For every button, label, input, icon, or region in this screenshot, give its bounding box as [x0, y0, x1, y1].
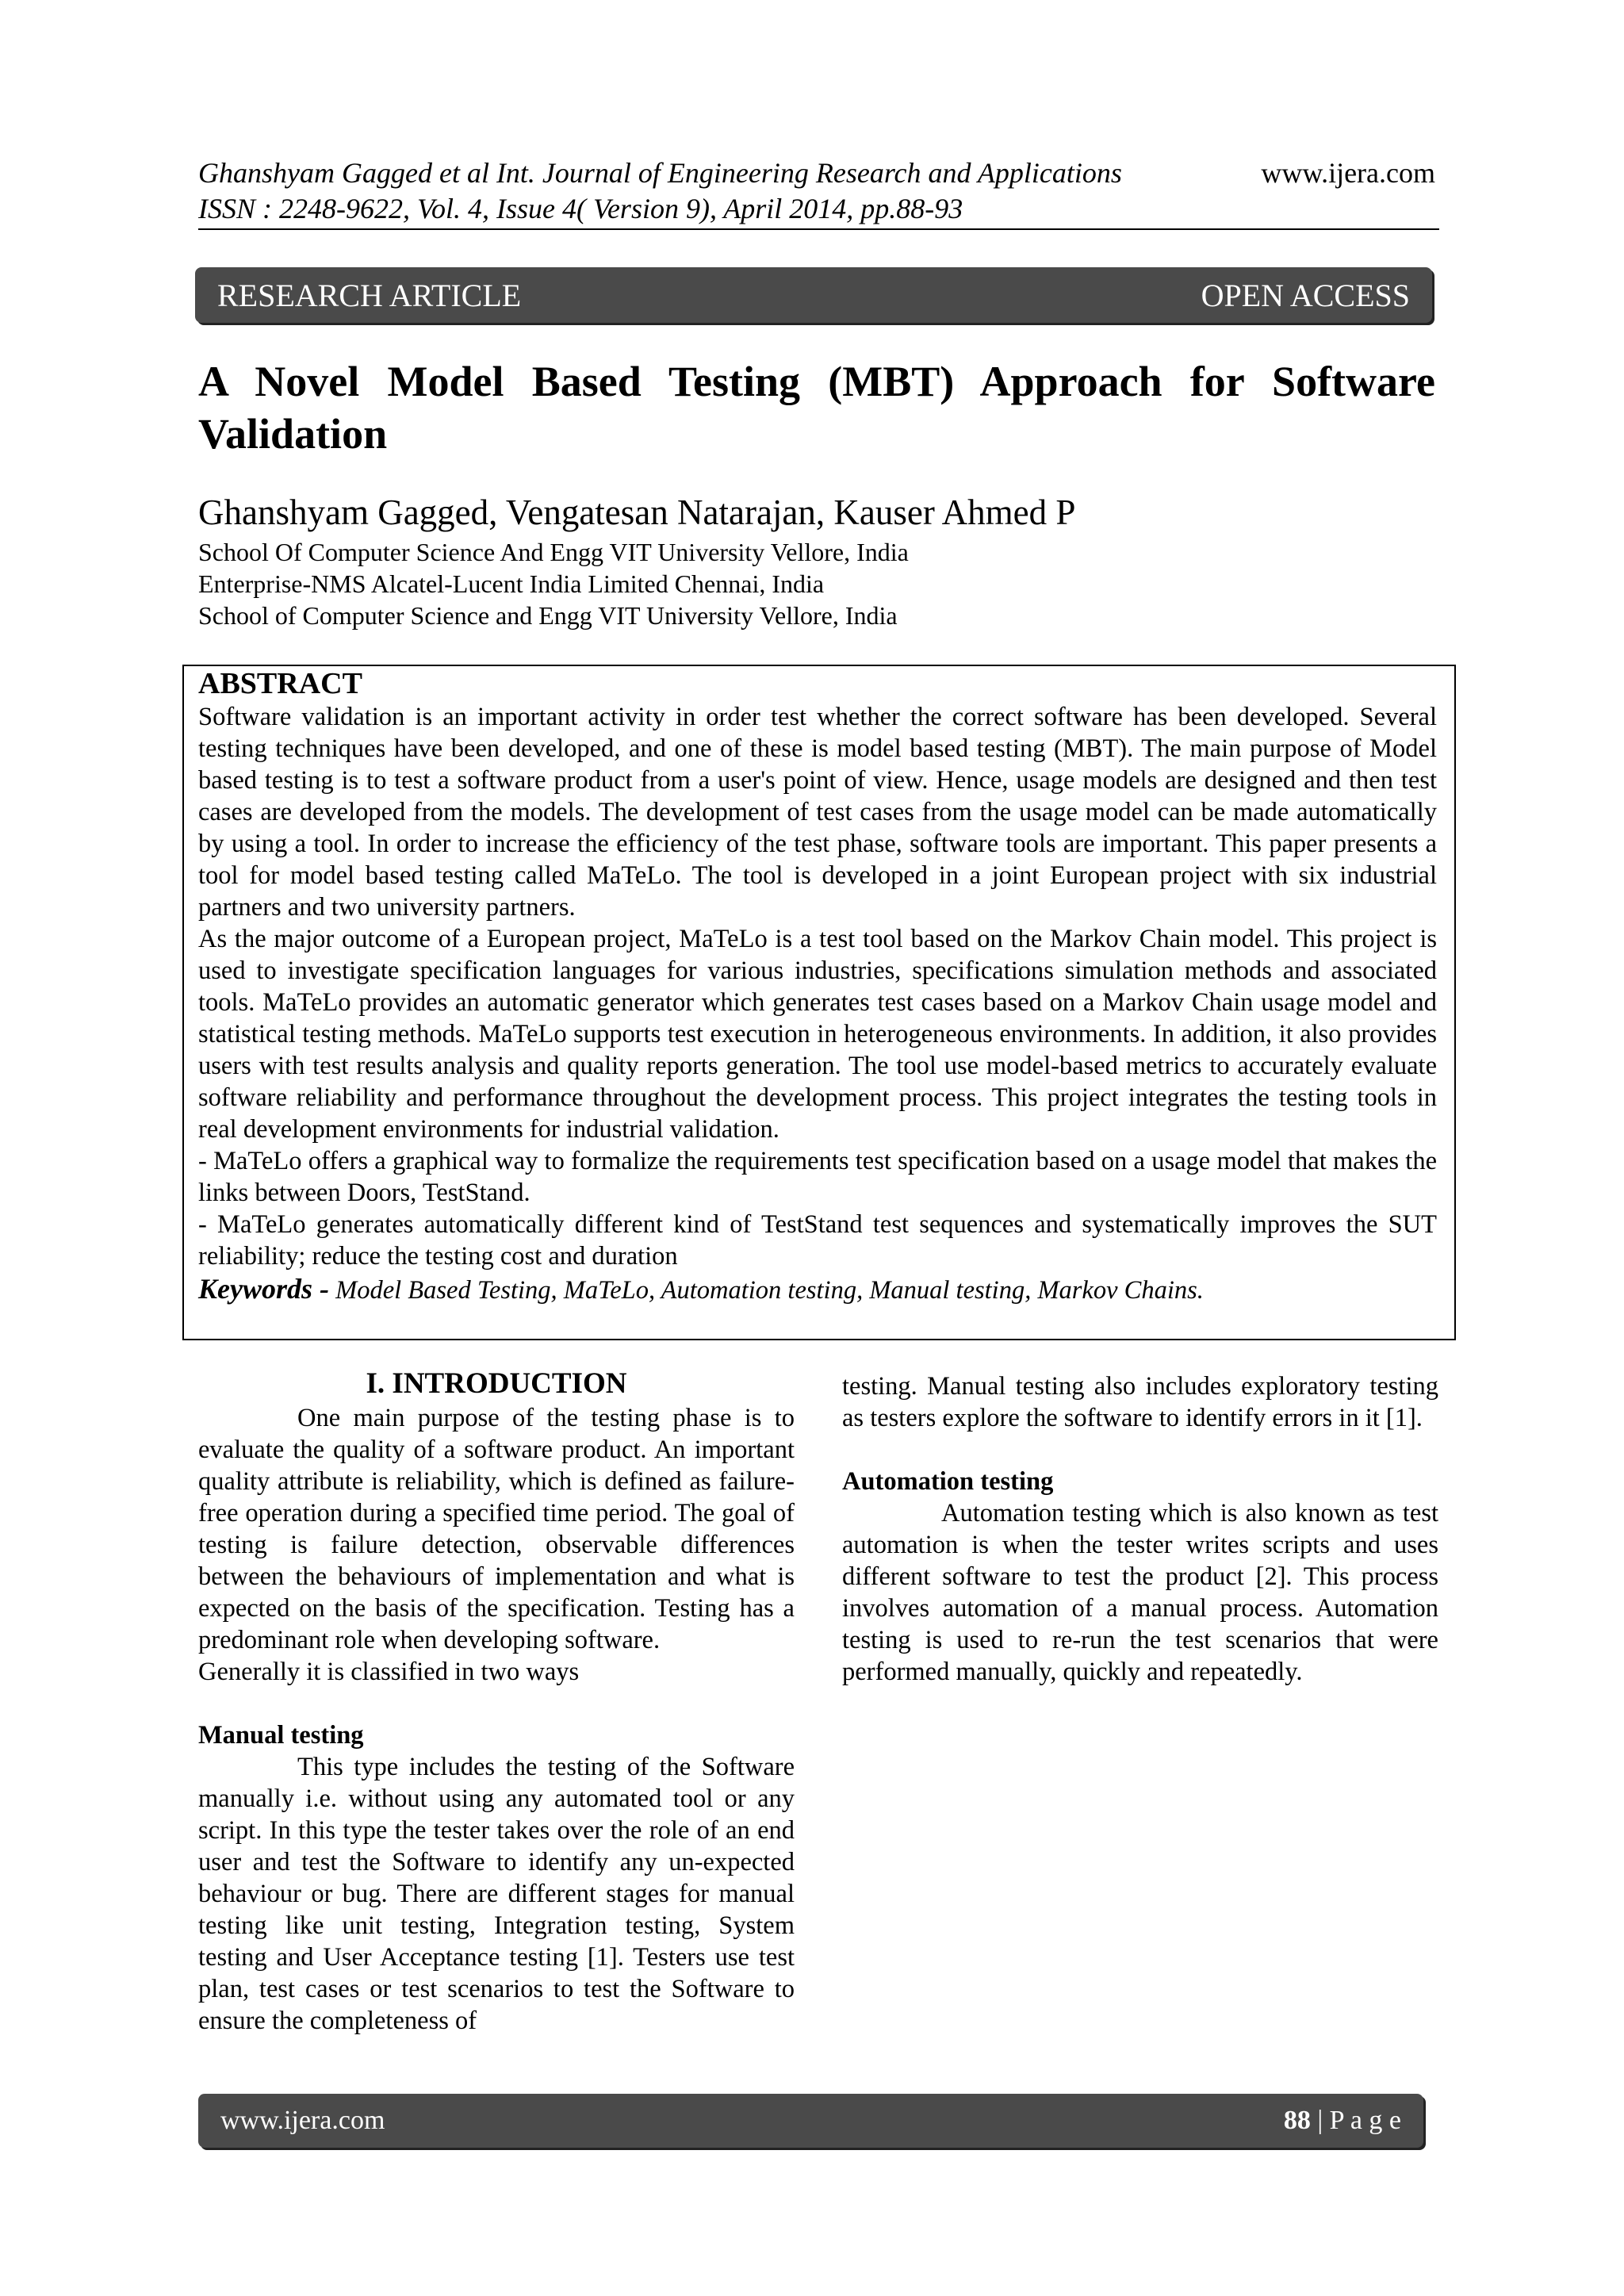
- spacer: [198, 1688, 795, 1719]
- page-footer: [198, 2094, 1423, 2148]
- keywords-list: Model Based Testing, MaTeLo, Automation testing, Manual testing, Markov Chains.: [329, 1276, 1204, 1305]
- article-type-banner: [195, 267, 1432, 323]
- abstract-paragraph: As the major outcome of a European project, MaTeLo is a test tool based on the Markov Chain model. This project is used to investigate specification languages for various industries, specifications simulation methods and associated tools. MaTeLo provides an automatic generator which generates test cases based on a Markov Chain usage model and statistical testing methods. MaTeLo supports test execution in heterogeneous environments. In addition, it also provides users with test results analysis and quality reports generation. The tool use model-based metrics to accurately evaluate software reliability and performance throughout the development process. This project integrates the testing tools in real development environments for industrial validation.: [198, 925, 1437, 1144]
- page-number: 88: [1283, 2106, 1311, 2135]
- manual-testing-paragraph: This type includes the testing of the Software manually i.e. without using any automated tool or any script. In this type the tester takes over the role of an end user and test the Software to identify any un-expected behaviour or bug. There are different stages for manual testing like unit testing, Integration testing, System testing and User Acceptance testing [1]. Testers use test plan, test cases or test scenarios to test the Software to ensure the completeness of: [198, 1753, 795, 2035]
- classification-line: Generally it is classified in two ways: [198, 1658, 580, 1686]
- abstract-bullet: - MaTeLo offers a graphical way to formalize the requirements test specification based on a usage model that makes the links between Doors, TestStand.: [198, 1147, 1437, 1207]
- page-indicator: [1284, 2106, 1401, 2136]
- paper-title: A Novel Model Based Testing (MBT) Approach for Software Validation: [198, 358, 1435, 458]
- affiliation-1: School Of Computer Science And Engg VIT University Vellore, India: [198, 538, 909, 566]
- author-list: Ghanshyam Gagged, Vengatesan Natarajan, Kauser Ahmed P: [198, 493, 1076, 532]
- manual-testing-heading: Manual testing: [198, 1721, 364, 1750]
- automation-testing-paragraph: Automation testing which is also known as test automation is when the tester writes scripts and uses different software to test the product [2]. This process involves automation of a manual process. Automation testing is used to re-run the test scenarios that were performed manually, quickly and repeatedly.: [842, 1499, 1438, 1686]
- abstract-heading: ABSTRACT: [198, 667, 362, 700]
- section-heading-introduction: I. INTRODUCTION: [366, 1367, 627, 1400]
- spacer: [842, 1434, 1438, 1466]
- keywords-label: Keywords -: [198, 1273, 329, 1305]
- left-column: [198, 1366, 795, 2037]
- abstract-content: [198, 666, 1437, 1307]
- page-label: | P a g e: [1310, 2106, 1401, 2135]
- automation-testing-heading: Automation testing: [842, 1467, 1054, 1496]
- affiliation-2: Enterprise-NMS Alcatel-Lucent India Limited Chennai, India: [198, 569, 825, 598]
- banner-research-article: RESEARCH ARTICLE: [217, 277, 522, 313]
- abstract-bullet: - MaTeLo generates automatically different kind of TestStand test sequences and systematically improves the SUT reliability; reduce the testing cost and duration: [198, 1210, 1437, 1271]
- banner-open-access: OPEN ACCESS: [1201, 277, 1410, 313]
- running-header-journal: [198, 155, 1435, 191]
- right-column: [842, 1370, 1438, 1688]
- header-site-link[interactable]: www.ijera.com: [1261, 157, 1435, 189]
- header-journal-text: Ghanshyam Gagged et al Int. Journal of Engineering Research and Applications: [198, 157, 1122, 189]
- abstract-paragraph: Software validation is an important activity in order test whether the correct software has been developed. Several testing techniques have been developed, and one of these is model based testing (MBT). The main purpose of Model based testing is to test a software product from a user's point of view. Hence, usage models are designed and then test cases are developed from the models. The development of test cases from the usage model can be made automatically by using a tool. In order to increase the efficiency of the test phase, software tools are important. This paper presents a tool for model based testing called MaTeLo. The tool is developed in a joint European project with six industrial partners and two university partners.: [198, 703, 1437, 922]
- header-divider: [198, 228, 1439, 230]
- manual-testing-continuation: testing. Manual testing also includes exploratory testing as testers explore the software to identify errors in it [1].: [842, 1372, 1438, 1432]
- header-issn: ISSN : 2248-9622, Vol. 4, Issue 4( Version 9), April 2014, pp.88-93: [198, 193, 963, 224]
- affiliation-3: School of Computer Science and Engg VIT University Vellore, India: [198, 601, 898, 630]
- footer-site-link[interactable]: www.ijera.com: [220, 2106, 385, 2135]
- keywords: [198, 1272, 1437, 1307]
- intro-paragraph: One main purpose of the testing phase is to evaluate the quality of a software product. An important quality attribute is reliability, which is defined as failure-free operation during a specified time period. The goal of testing is failure detection, observable differences between the behaviours of implementation and what is expected on the basis of the specification. Testing has a predominant role when developing software.: [198, 1404, 795, 1654]
